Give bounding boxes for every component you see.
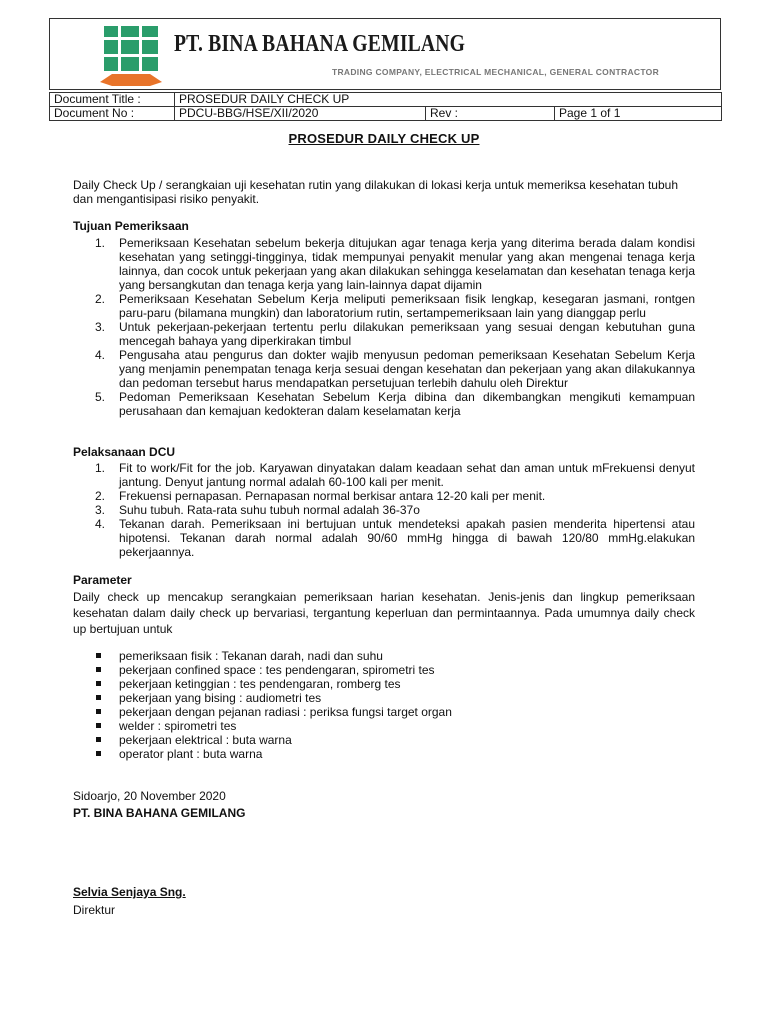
item-number: 4. — [95, 348, 106, 362]
item-number: 2. — [95, 489, 106, 503]
bullet-icon — [96, 695, 101, 700]
company-tagline: TRADING COMPANY, ELECTRICAL MECHANICAL, GENERAL CONTRACTOR — [332, 67, 660, 77]
doc-title-row — [50, 93, 722, 107]
doc-no-row — [50, 107, 722, 121]
pelaksanaan-list — [73, 461, 695, 559]
list-item — [73, 461, 695, 489]
list-item — [73, 649, 695, 663]
item-text: Pengusaha atau pengurus dan dokter wajib menyusun pedoman pemeriksaan Kesehatan Sebelum Kerja yang menjamin penempatan tenaga kerja sesuai dengan kesehatan dan pekerjaan yang akan dilakukannya dan pedoman tersebut harus mendapatkan persetujuan terlebih dahulu oleh Direktur — [119, 348, 695, 390]
section-title-tujuan: Tujuan Pemeriksaan — [73, 219, 189, 233]
tujuan-list — [73, 236, 695, 418]
intro-paragraph: Daily Check Up / serangkaian uji kesehatan rutin yang dilakukan di lokasi kerja untuk memeriksa kesehatan tubuh dan mengantisipasi risiko penyakit. — [73, 178, 678, 206]
bullet-icon — [96, 723, 101, 728]
item-text: Pedoman Pemeriksaan Kesehatan Sebelum Kerja dibina dan dikembangkan mengikuti kemampuan perusahaan dan kemajuan kedokteran dalam keselamatan kerja — [119, 390, 695, 418]
list-item — [73, 320, 695, 348]
company-logo — [100, 24, 162, 86]
bullet-icon — [96, 751, 101, 756]
doc-title-label: Document Title : — [50, 93, 175, 107]
bullet-icon — [96, 681, 101, 686]
company-name: PT. BINA BAHANA GEMILANG — [174, 31, 466, 57]
list-item — [73, 503, 695, 517]
bullet-icon — [96, 667, 101, 672]
item-number: 5. — [95, 390, 106, 404]
list-item — [73, 747, 695, 761]
item-text: Suhu tubuh. Rata-rata suhu tubuh normal adalah 36-37o — [119, 503, 420, 517]
bullet-icon — [96, 737, 101, 742]
document-info-table — [49, 92, 722, 121]
list-item — [73, 292, 695, 320]
item-text: pekerjaan yang bising : audiometri tes — [119, 691, 322, 705]
list-item — [73, 348, 695, 390]
bullet-icon — [96, 709, 101, 714]
item-number: 3. — [95, 320, 106, 334]
list-item — [73, 691, 695, 705]
item-number: 3. — [95, 503, 106, 517]
list-item — [73, 677, 695, 691]
parameter-paragraph: Daily check up mencakup serangkaian pemeriksaan harian kesehatan. Jenis-jenis dan lingkup pemeriksaan kesehatan dalam daily check up bervariasi, tergantung keperluan dan permintaannya. Pada umumnya daily check up bertujuan untuk — [73, 590, 695, 636]
list-item — [73, 719, 695, 733]
doc-no-value: PDCU-BBG/HSE/XII/2020 — [175, 107, 426, 121]
item-text: Frekuensi pernapasan. Pernapasan normal berkisar antara 12-20 kali per menit. — [119, 489, 546, 503]
list-item — [73, 489, 695, 503]
signatory-name: Selvia Senjaya Sng. — [73, 885, 186, 899]
item-number: 1. — [95, 236, 106, 250]
item-text: pekerjaan confined space : tes pendengaran, spirometri tes — [119, 663, 435, 677]
item-text: Fit to work/Fit for the job. Karyawan dinyatakan dalam keadaan sehat dan aman untuk mFrekuensi denyut jantung. Denyut jantung normal adalah 60-100 kali per menit. — [119, 461, 695, 489]
list-item — [73, 517, 695, 559]
section-title-pelaksanaan: Pelaksanaan DCU — [73, 445, 176, 459]
item-number: 4. — [95, 517, 106, 531]
letterhead — [49, 18, 721, 90]
item-text: pekerjaan ketinggian : tes pendengaran, romberg tes — [119, 677, 401, 691]
list-item — [73, 390, 695, 418]
signature-place-date: Sidoarjo, 20 November 2020 — [73, 789, 226, 803]
doc-rev-label: Rev : — [426, 107, 555, 121]
document-heading: PROSEDUR DAILY CHECK UP — [288, 131, 480, 146]
item-text: operator plant : buta warna — [119, 747, 263, 761]
doc-page-label: Page 1 of 1 — [555, 107, 722, 121]
item-text: pekerjaan dengan pejanan radiasi : periksa fungsi target organ — [119, 705, 452, 719]
signatory-title: Direktur — [73, 903, 116, 917]
item-text: Tekanan darah. Pemeriksaan ini bertujuan untuk mendeteksi apakah pasien menderita hipertensi atau hipotensi. Tekanan darah normal adalah 90/60 mmHg hingga di bawah 120/80 mmHg.elakukan pekerjaannya. — [119, 517, 695, 559]
list-item — [73, 705, 695, 719]
list-item — [73, 733, 695, 747]
signature-company: PT. BINA BAHANA GEMILANG — [73, 806, 246, 820]
item-text: Pemeriksaan Kesehatan Sebelum Kerja meliputi pemeriksaan fisik lengkap, kesegaran jasmani, rontgen paru-paru (bilamana mungkin) dan laboratorium rutin, sertampemeriksaan lain yang dianggap perlu — [119, 292, 695, 320]
item-text: pekerjaan elektrical : buta warna — [119, 733, 292, 747]
section-title-parameter: Parameter — [73, 573, 132, 587]
item-text: pemeriksaan fisik : Tekanan darah, nadi dan suhu — [119, 649, 383, 663]
item-number: 2. — [95, 292, 106, 306]
doc-title-value: PROSEDUR DAILY CHECK UP — [175, 93, 722, 107]
list-item — [73, 236, 695, 292]
item-text: Pemeriksaan Kesehatan sebelum bekerja ditujukan agar tenaga kerja yang diterima berada dalam kondisi kesehatan yang setinggi-tingginya, tidak mempunyai penyakit menular yang akan mengenai tenaga kerja lainnya, dan cocok untuk pekerjaan yang akan dilakukan sehingga keselamatan dan kesehatan tenaga kerja yang bersangkutan dan tenaga kerja yang lain-lainnya dapat dijamin — [119, 236, 695, 292]
doc-no-label: Document No : — [50, 107, 175, 121]
item-number: 1. — [95, 461, 106, 475]
item-text: welder : spirometri tes — [119, 719, 237, 733]
bullet-icon — [96, 653, 101, 658]
list-item — [73, 663, 695, 677]
item-text: Untuk pekerjaan-pekerjaan tertentu perlu dilakukan pemeriksaan yang sesuai dengan kebutuhan guna mencegah bahaya yang diperkirakan timbul — [119, 320, 695, 348]
parameter-list — [73, 649, 695, 761]
